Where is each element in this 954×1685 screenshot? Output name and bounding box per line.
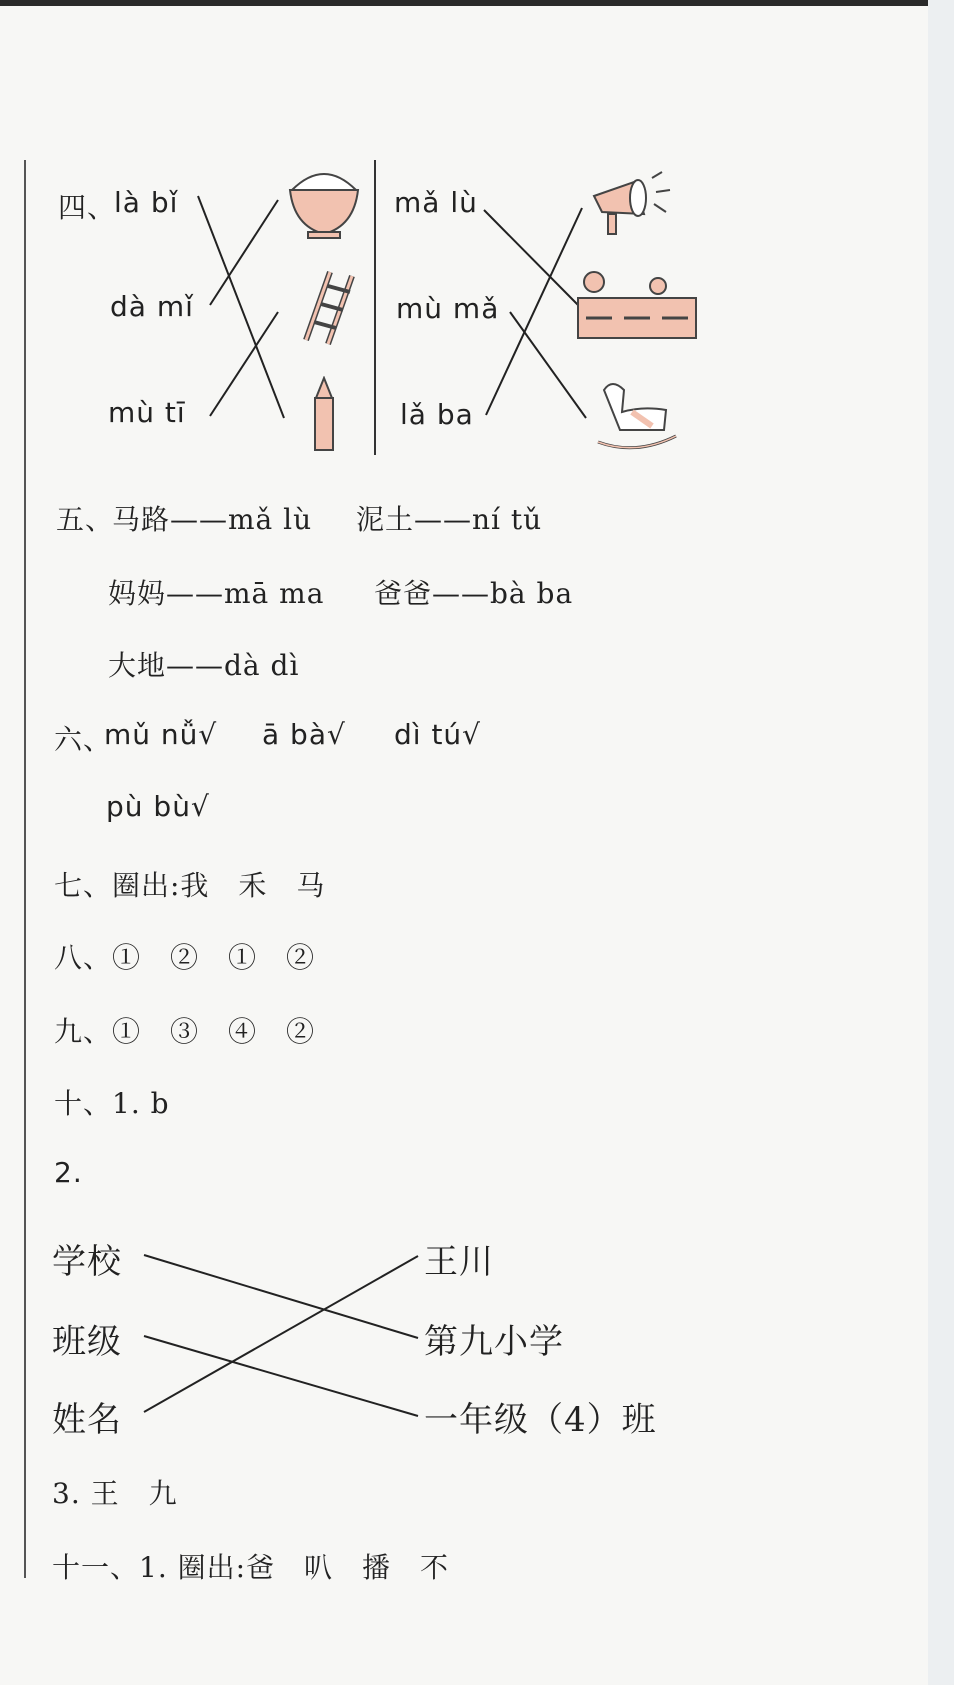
pinyin-la-bi: là bǐ <box>114 186 179 219</box>
section-7-answer: 七、圈出:我 禾 马 <box>54 869 326 902</box>
rocking-horse-icon <box>592 376 682 452</box>
pinyin-da-mi: dà mǐ <box>110 290 194 323</box>
right-word-school-name: 第九小学 <box>424 1322 564 1362</box>
answer-ma-lu: 马路——mǎ lù <box>112 503 313 536</box>
section-11-q1: 十一、1. 圈出:爸 叭 播 不 <box>52 1551 450 1584</box>
section-10-q1: 十、1. b <box>54 1087 170 1120</box>
pinyin-la-ba: lǎ ba <box>400 398 474 431</box>
left-word-class: 班级 <box>52 1322 122 1362</box>
pinyin-mu-ti: mù tī <box>108 396 186 429</box>
section-5-label: 五、 <box>56 503 115 536</box>
answer-ba-ba: 爸爸——bà ba <box>374 577 574 610</box>
answer-ni-tu: 泥土——ní tǔ <box>356 503 543 536</box>
section-10-q3: 3. 王 九 <box>52 1477 178 1510</box>
section-8-answer: 八、① ② ① ② <box>54 941 316 974</box>
road-icon <box>576 268 700 348</box>
answer-di-tu: dì tú√ <box>394 718 482 751</box>
section-6-label: 六、 <box>54 723 113 756</box>
pinyin-ma-lu: mǎ lù <box>394 186 478 219</box>
answer-pu-bu: pù bù√ <box>106 790 210 823</box>
right-word-wang-chuan: 王川 <box>424 1242 494 1282</box>
answer-da-di: 大地——dà dì <box>108 649 300 682</box>
left-word-school: 学校 <box>52 1242 122 1282</box>
megaphone-icon <box>586 162 686 242</box>
section-10-q2: 2. <box>54 1156 83 1189</box>
left-word-name: 姓名 <box>52 1400 122 1440</box>
answer-ma-ma: 妈妈——mā ma <box>108 577 325 610</box>
pinyin-mu-ma: mù mǎ <box>396 292 500 325</box>
answer-a-ba: ā bà√ <box>262 718 346 751</box>
rice-bowl-icon <box>284 160 364 240</box>
answer-mu-nv: mǔ nǚ√ <box>104 718 218 751</box>
right-word-class-name: 一年级（4）班 <box>424 1400 657 1440</box>
crayon-icon <box>302 376 346 452</box>
section-9-answer: 九、① ③ ④ ② <box>54 1015 316 1048</box>
ladder-icon <box>284 268 364 348</box>
section-4-label: 四、 <box>58 191 117 224</box>
